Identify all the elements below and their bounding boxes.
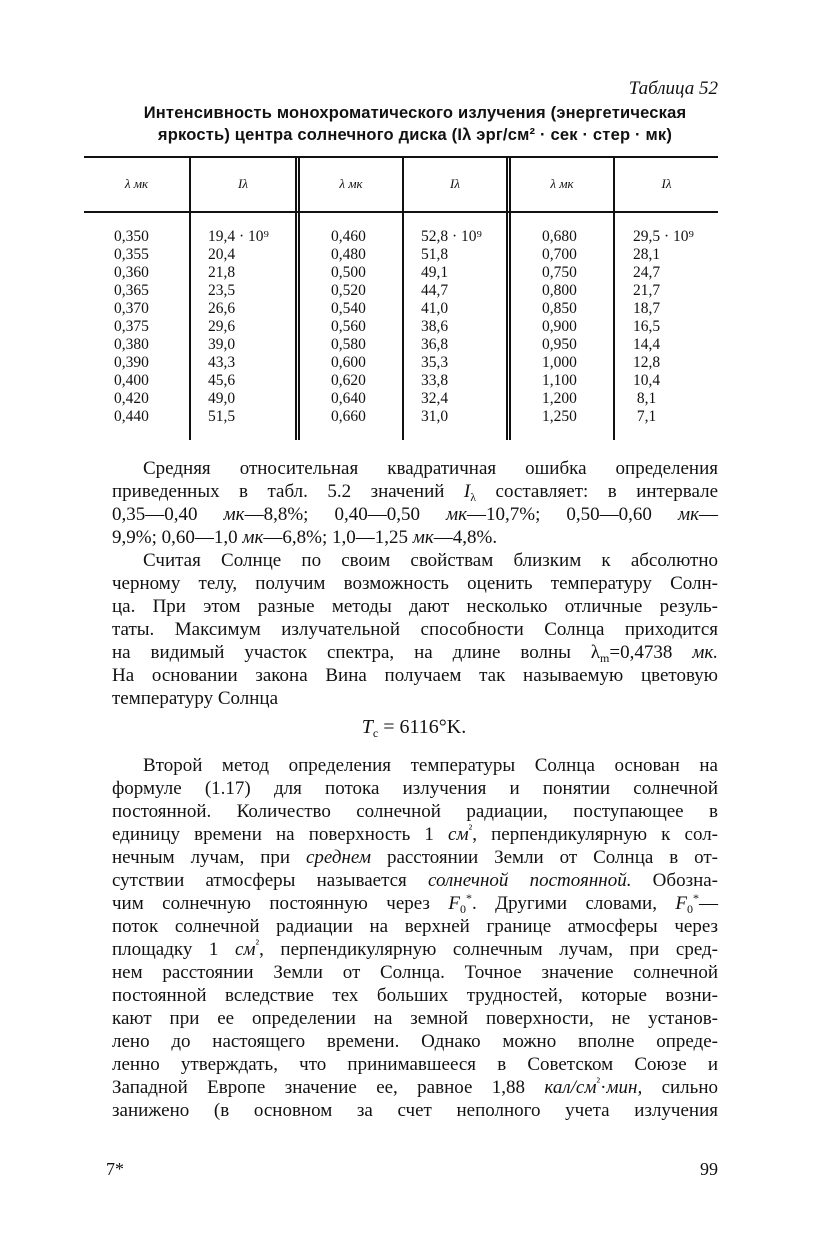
text-segment: *: [693, 891, 700, 905]
formula-subscript: c: [372, 726, 379, 740]
text-segment: приведенных в табл. 5.2 значений: [112, 481, 464, 502]
table-cell: 0,520: [331, 282, 366, 299]
table-cell: 0,620: [331, 372, 366, 389]
table-cell: 0,700: [542, 246, 577, 263]
text-segment: *: [465, 891, 472, 905]
text-segment: единицу времени на поверхность 1: [112, 824, 449, 845]
table-cell: 44,7: [421, 282, 449, 299]
table-cell: 12,8: [633, 354, 661, 371]
text-segment: мк: [412, 527, 434, 548]
text-segment: На основании закона Вина получаем так называемую цветовую: [112, 665, 718, 686]
table-cell: 0,420: [114, 390, 149, 407]
table-cell: 51,8: [421, 246, 449, 263]
table-divider: [189, 158, 191, 440]
table-cell: 0,750: [542, 264, 577, 281]
table-cell: 1,000: [542, 354, 577, 371]
text-segment: I: [463, 481, 471, 502]
text-segment: 0: [687, 902, 694, 916]
table-cell: 0,800: [542, 282, 577, 299]
table-cell: 0,900: [542, 318, 577, 335]
text-line: [112, 572, 718, 595]
table-cell: 0,365: [114, 282, 149, 299]
formula-symbol: T: [361, 716, 373, 738]
table-cell: 21,7: [633, 282, 661, 299]
text-segment: расстоянии Земли от Солнца в от-: [371, 847, 718, 868]
table-cell: 1,100: [542, 372, 577, 389]
text-segment: Обозна-: [631, 870, 718, 891]
text-segment: кают при ее определении на земной поверхности, не установ-: [112, 1008, 718, 1029]
table-caption-line-1: Интенсивность монохроматического излучения (энергетическая: [143, 104, 687, 122]
text-line: [112, 480, 718, 503]
table-double-divider: [506, 158, 511, 440]
text-segment: черному телу, получим возможность оценить температуру Солн-: [112, 573, 718, 594]
table-cell: 51,5: [208, 408, 236, 425]
text-segment: на видимый участок спектра, на длине волны λ: [112, 642, 601, 663]
header-intensity: Iλ: [238, 176, 248, 191]
table-cell: 0,355: [114, 246, 149, 263]
text-line: [112, 984, 718, 1007]
text-line: [112, 595, 718, 618]
table-cell: 0,640: [331, 390, 366, 407]
text-segment: —: [699, 893, 719, 914]
column-lambda-1: [114, 228, 149, 426]
text-line: [112, 618, 718, 641]
text-segment: таты. Максимум излучательной способности Солнца приходится: [112, 619, 718, 640]
text-segment: , перпендикулярную солнечным лучам, при сред-: [259, 939, 718, 960]
text-line: [112, 526, 718, 549]
header-lambda: λ мк: [339, 176, 363, 191]
text-segment: мк: [242, 527, 264, 548]
text-segment: мк.: [692, 642, 718, 663]
table-caption-line-2: яркость) центра солнечного диска (Iλ эрг/см² · сек · стер · мк): [157, 126, 673, 144]
text-segment: мк: [223, 504, 245, 525]
text-segment: лено до настоящего времени. Однако можно вполне опреде-: [112, 1031, 718, 1052]
text-line: [112, 961, 718, 984]
text-segment: температуру Солнца: [112, 688, 279, 709]
table-cell: 24,7: [633, 264, 661, 281]
table-cell: 33,8: [421, 372, 449, 389]
table-cell: 18,7: [633, 300, 661, 317]
text-segment: поток солнечной радиации на верхней границе атмосферы через: [112, 916, 718, 937]
text-segment: ·: [600, 1077, 607, 1098]
text-segment: чим солнечную постоянную через: [112, 893, 449, 914]
column-intensity-3: [633, 228, 694, 426]
text-segment: —4,8%.: [433, 527, 498, 548]
table-label: Таблица 52: [628, 78, 718, 99]
table-cell: 35,3: [421, 354, 449, 371]
text-line: [112, 846, 718, 869]
table-cell: 19,4 · 10⁹: [208, 228, 269, 245]
table-cell: 0,375: [114, 318, 149, 335]
table-cell: 0,350: [114, 228, 149, 245]
text-segment: ленно утверждать, что принимавшееся в Советском Союзе и: [112, 1054, 718, 1075]
table-cell: 26,6: [208, 300, 236, 317]
text-segment: F: [675, 893, 688, 914]
table-cell: 49,1: [421, 264, 449, 281]
text-line: [112, 641, 718, 664]
text-segment: 0: [459, 902, 466, 916]
table-cell: 0,400: [114, 372, 149, 389]
text-segment: Средняя относительная квадратичная ошибка определения: [143, 458, 718, 479]
text-line: [112, 1030, 718, 1053]
text-line: [112, 915, 718, 938]
table-cell: 0,480: [331, 246, 366, 263]
text-segment: —6,8%; 1,0—1,25: [263, 527, 413, 548]
table-cell: 31,0: [421, 408, 449, 425]
table-cell: 39,0: [208, 336, 236, 353]
table-cell: 16,5: [633, 318, 661, 335]
table-cell: 20,4: [208, 246, 236, 263]
text-segment: =0,4738: [609, 642, 693, 663]
table-cell: 45,6: [208, 372, 236, 389]
table-cell: 0,390: [114, 354, 149, 371]
table-cell: 1,200: [542, 390, 577, 407]
column-lambda-2: [331, 228, 366, 426]
table-cell: 32,4: [421, 390, 449, 407]
formula-color-temperature: [0, 716, 828, 739]
table-cell: 0,540: [331, 300, 366, 317]
text-segment: Второй метод определения температуры Солнца основан на: [143, 755, 718, 776]
text-segment: —8,8%; 0,40—0,50: [244, 504, 447, 525]
table-top-rule: [84, 156, 718, 158]
table-cell: 36,8: [421, 336, 449, 353]
header-intensity: Iλ: [661, 176, 672, 191]
text-segment: среднем: [306, 847, 372, 868]
text-segment: 9,9%; 0,60—1,0: [112, 527, 243, 548]
text-segment: m: [600, 651, 610, 665]
table-cell: 14,4: [633, 336, 661, 353]
text-line: [112, 1053, 718, 1076]
table-cell: 38,6: [421, 318, 449, 335]
text-segment: формуле (1.17) для потока излучения и понятии солнечной: [112, 778, 718, 799]
text-line: [112, 664, 718, 687]
text-segment: . Другими словами,: [471, 893, 676, 914]
text-segment: —: [699, 504, 718, 525]
table-divider: [613, 158, 615, 440]
column-intensity-1: [208, 228, 269, 426]
text-segment: —10,7%; 0,50—0,60: [467, 504, 678, 525]
table-cell: 0,950: [542, 336, 577, 353]
text-segment: кал/см: [544, 1077, 597, 1098]
table-cell: 52,8 · 10⁹: [421, 228, 482, 245]
table-cell: 0,600: [331, 354, 366, 371]
text-line: [112, 777, 718, 800]
text-line: [112, 892, 718, 915]
text-segment: ²: [255, 937, 260, 951]
table-cell: 0,660: [331, 408, 366, 425]
text-segment: ца. При этом разные методы дают несколько отличные резуль-: [112, 596, 718, 617]
text-segment: солнечной постоянной.: [428, 870, 632, 891]
text-segment: постоянной. Количество солнечной радиации, поступающее в: [112, 801, 718, 822]
table-divider: [402, 158, 404, 440]
table-cell: 21,8: [208, 264, 236, 281]
text-segment: Западной Европе значение ее, равное 1,88: [112, 1077, 545, 1098]
text-segment: ²: [468, 822, 473, 836]
table-cell: 0,460: [331, 228, 366, 245]
text-line: [112, 1076, 718, 1099]
table-cell: 49,0: [208, 390, 236, 407]
text-line: [112, 869, 718, 892]
formula-value: = 6116°K.: [378, 716, 467, 738]
table-cell: 0,580: [331, 336, 366, 353]
table-cell: 0,440: [114, 408, 149, 425]
text-segment: 0,35—0,40: [112, 504, 224, 525]
text-line: [143, 754, 718, 777]
table-cell: 29,6: [208, 318, 236, 335]
column-lambda-3: [542, 228, 577, 426]
table-cell: 0,360: [114, 264, 149, 281]
text-segment: постоянной вследствие тех больших трудностей, которые возни-: [112, 985, 718, 1006]
text-line: [143, 457, 718, 480]
text-line: [112, 800, 718, 823]
table-cell: 1,250: [542, 408, 577, 425]
table-cell: 41,0: [421, 300, 449, 317]
table-header-rule: [84, 211, 718, 213]
table-cell: 0,500: [331, 264, 366, 281]
table-cell: 29,5 · 10⁹: [633, 228, 694, 245]
text-segment: нечным лучам, при: [112, 847, 306, 868]
text-line: [112, 1007, 718, 1030]
text-segment: мк: [446, 504, 468, 525]
text-line: [143, 549, 718, 572]
text-line: [112, 503, 718, 526]
text-segment: мин,: [606, 1077, 643, 1098]
text-segment: сильно: [642, 1077, 718, 1098]
text-segment: F: [448, 893, 460, 914]
text-line: [112, 823, 718, 846]
table-cell: 7,1: [633, 408, 657, 425]
table-cell: 0,680: [542, 228, 577, 245]
table-cell: 8,1: [633, 390, 657, 407]
table-cell: 0,380: [114, 336, 149, 353]
text-segment: мк: [677, 504, 699, 525]
table-cell: 23,5: [208, 282, 236, 299]
text-segment: ²: [596, 1075, 601, 1089]
table-double-divider: [295, 158, 300, 440]
text-segment: , перпендикулярную к сол-: [472, 824, 719, 845]
text-line: [112, 1099, 718, 1122]
text-segment: см: [448, 824, 469, 845]
text-line: [112, 938, 718, 961]
text-segment: занижено (в основном за счет неполного учета излучения: [112, 1100, 718, 1121]
text-segment: сутствии атмосферы называется: [112, 870, 429, 891]
header-lambda: λ мк: [550, 176, 574, 191]
table-cell: 10,4: [633, 372, 661, 389]
text-segment: площадку 1: [112, 939, 235, 960]
table-cell: 28,1: [633, 246, 661, 263]
text-segment: см: [234, 939, 256, 960]
table-cell: 0,370: [114, 300, 149, 317]
text-segment: λ: [470, 490, 477, 504]
table-cell: 0,850: [542, 300, 577, 317]
table-cell: 43,3: [208, 354, 236, 371]
text-line: [112, 687, 718, 710]
table-cell: 0,560: [331, 318, 366, 335]
page-number: 99: [700, 1159, 718, 1179]
text-segment: составляет: в интервале: [476, 481, 718, 502]
column-intensity-2: [421, 228, 482, 426]
header-lambda: λ мк: [124, 176, 149, 191]
printer-signature: 7*: [106, 1159, 124, 1179]
text-segment: Считая Солнце по своим свойствам близким к абсолютно: [143, 550, 718, 571]
text-segment: нем расстоянии Земли от Солнца. Точное значение солнечной: [112, 962, 718, 983]
header-intensity: Iλ: [450, 176, 460, 191]
